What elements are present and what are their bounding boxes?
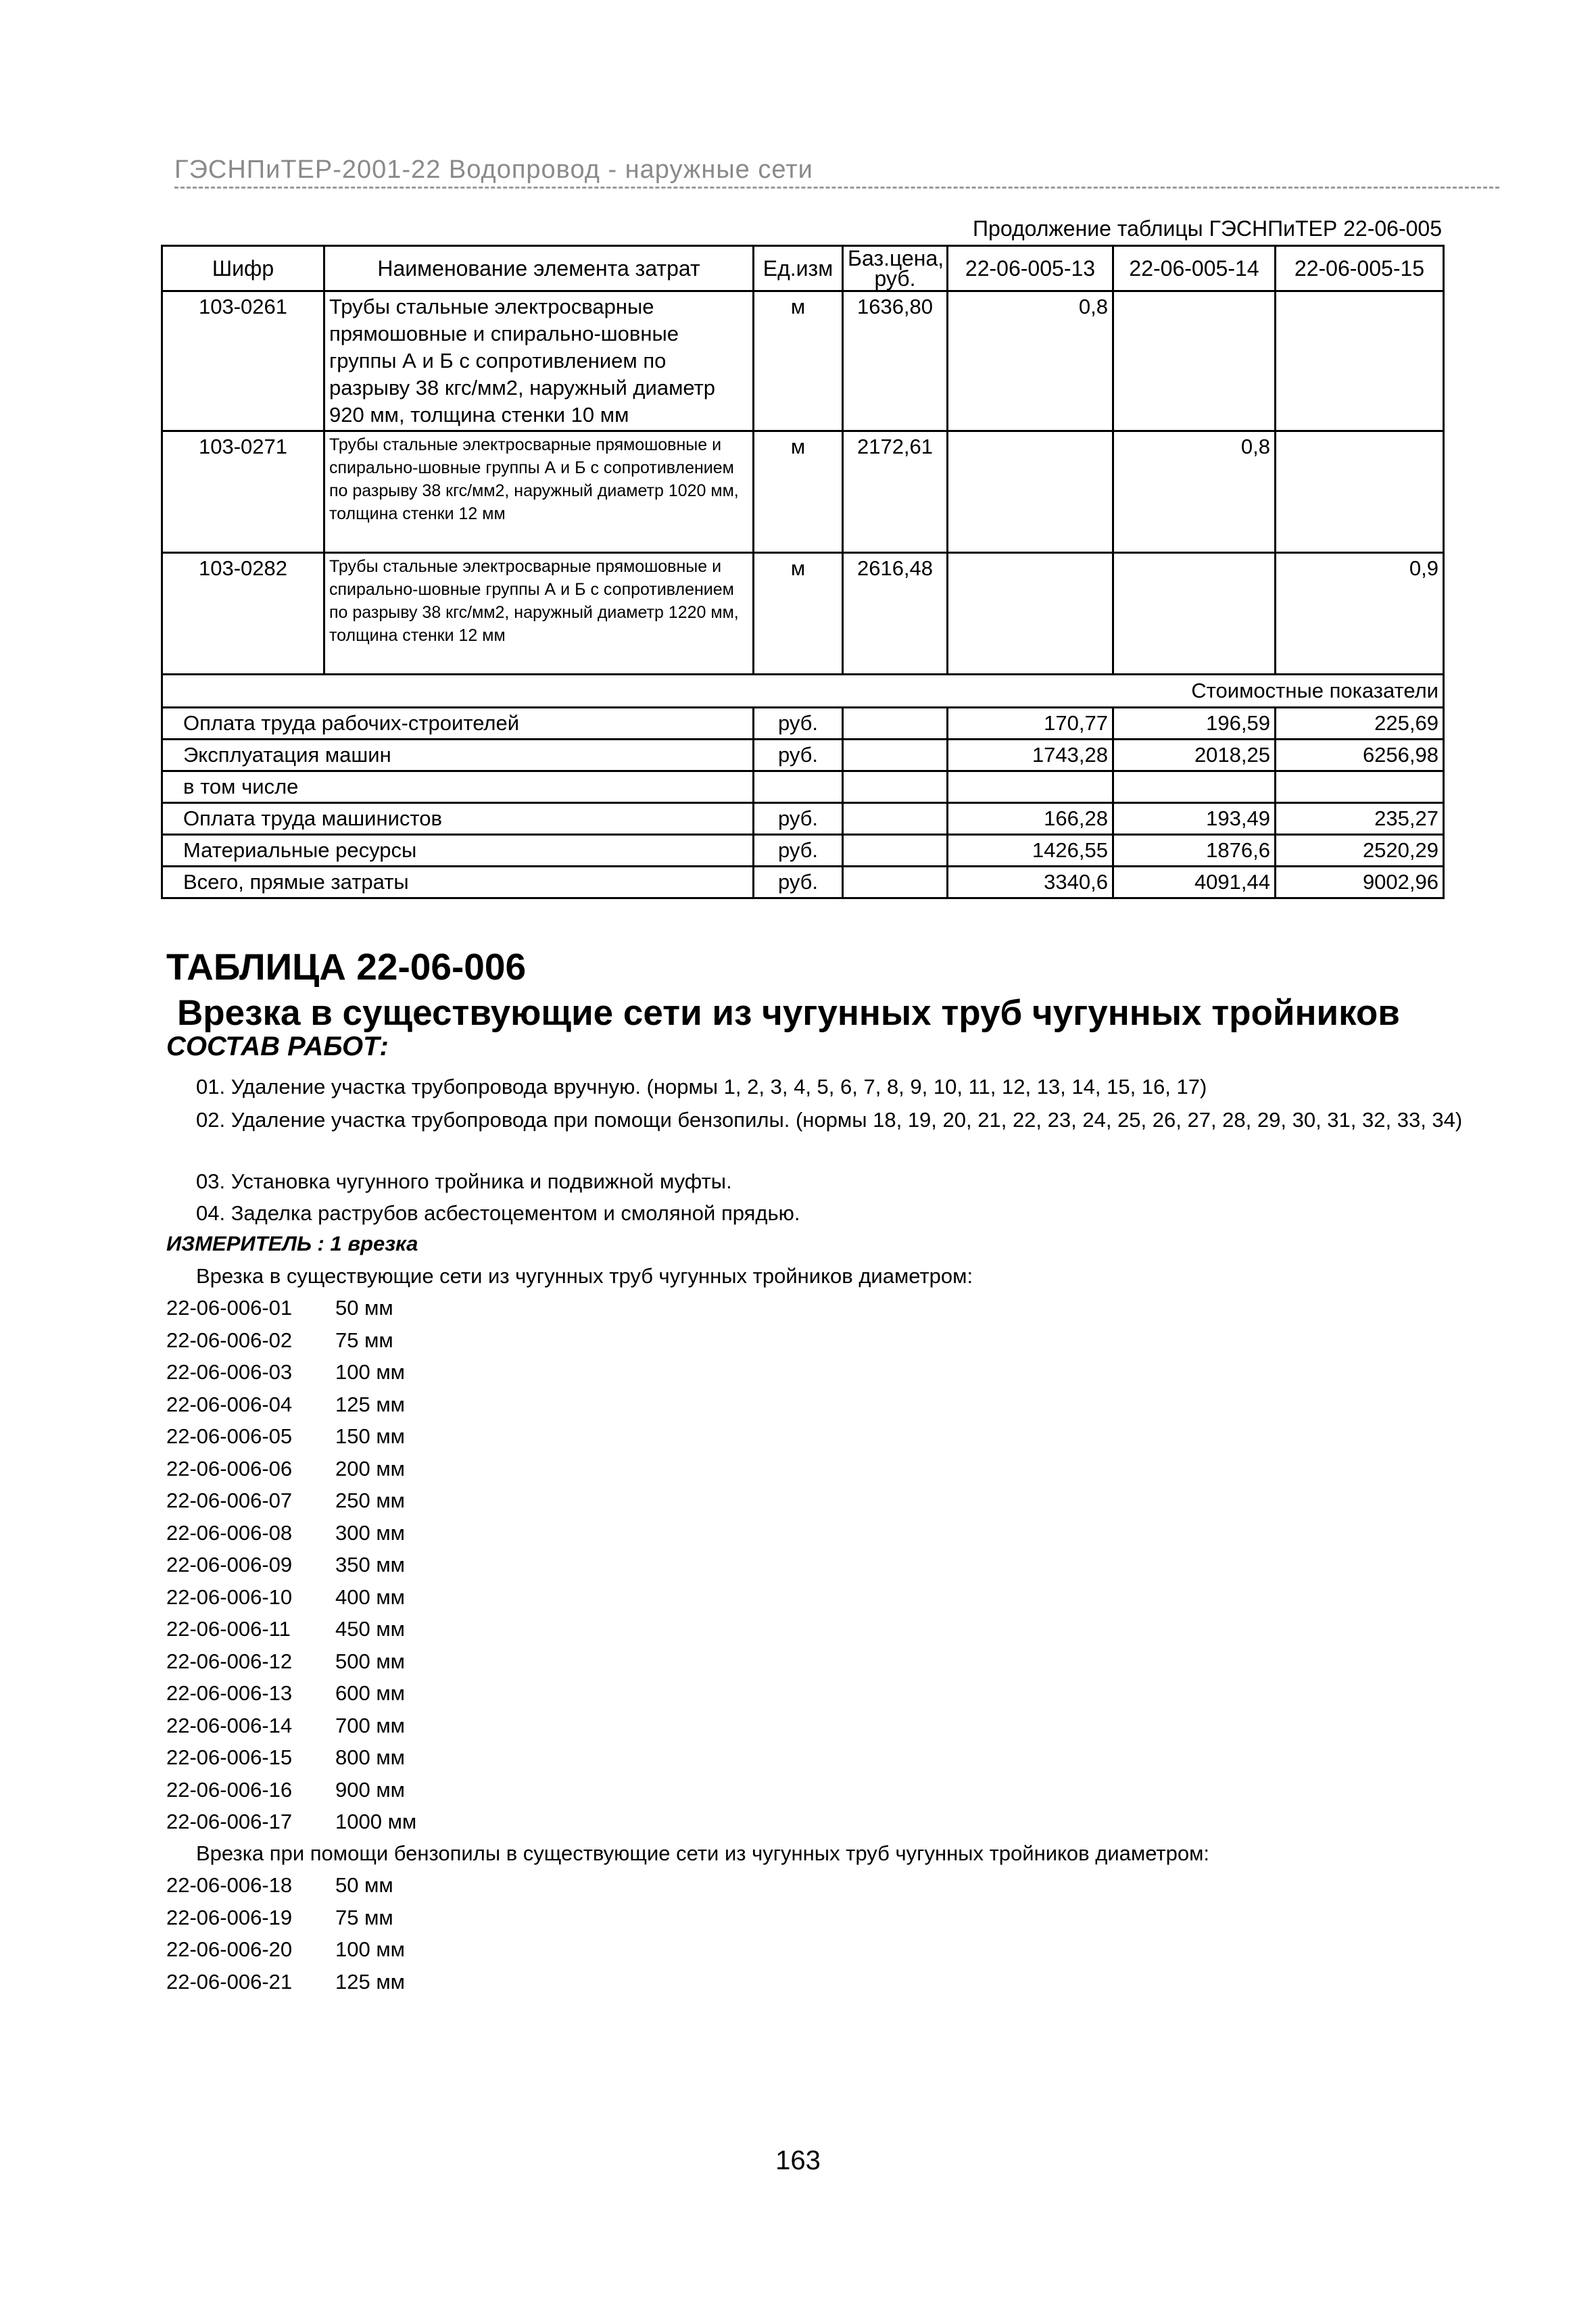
cost-header: Стоимостные показатели	[162, 675, 1444, 708]
norm-size: 50 мм	[335, 1296, 393, 1320]
list-item	[166, 1424, 416, 1457]
cost-unit: руб.	[754, 708, 843, 740]
material-value-3	[1276, 431, 1444, 553]
table-header-row	[162, 246, 1444, 291]
material-price: 2616,48	[843, 553, 948, 675]
norm-size: 450 мм	[335, 1617, 405, 1641]
material-name: Трубы стальные электросварные прямошовные и спирально-шовные группы А и Б с сопротивлением по разрыву 38 кгс/мм2, наружный диаметр 1220 мм, толщина стенки 12 мм	[324, 553, 754, 675]
cost-row	[162, 740, 1444, 771]
section-table-title: ТАБЛИЦА 22-06-006	[166, 946, 527, 988]
list-item	[166, 1617, 416, 1649]
col-price: Баз.цена, руб.	[843, 246, 948, 291]
cost-name: Материальные ресурсы	[162, 835, 754, 867]
list-item	[166, 1937, 405, 1970]
list-item	[166, 1457, 416, 1489]
material-code: 103-0271	[162, 431, 324, 553]
norm-size: 600 мм	[335, 1681, 405, 1705]
operation-item: 02. Удаление участка трубопровода при помощи бензопилы. (нормы 18, 19, 20, 21, 22, 23, 24, 25, 26, 27, 28, 29, 30, 31, 32, 33, 34)	[196, 1108, 1463, 1132]
cost-name: в том числе	[162, 771, 754, 803]
cost-name: Оплата труда машинистов	[162, 803, 754, 835]
cost-name: Эксплуатация машин	[162, 740, 754, 771]
cost-unit: руб.	[754, 835, 843, 867]
list-item	[166, 1745, 416, 1778]
cost-value-2: 1876,6	[1113, 835, 1276, 867]
cost-row	[162, 867, 1444, 898]
material-name: Трубы стальные электросварные прямошовные и спирально-шовные группы А и Б с сопротивлением по разрыву 38 кгс/мм2, наружный диаметр 920 мм, толщина стенки 10 мм	[324, 291, 754, 431]
list-item	[166, 1553, 416, 1585]
norms-list	[166, 1296, 416, 1842]
list-item	[166, 1873, 405, 1906]
material-value-3: 0,9	[1276, 553, 1444, 675]
norm-size: 300 мм	[335, 1520, 405, 1545]
norm-code: 22-06-006-17	[166, 1810, 293, 1833]
norm-code: 22-06-006-12	[166, 1649, 293, 1673]
operation-item: 01. Удаление участка трубопровода вручную. (нормы 1, 2, 3, 4, 5, 6, 7, 8, 9, 10, 11, 12, 13, 14, 15, 16, 17)	[196, 1075, 1207, 1099]
list-item	[166, 1296, 416, 1328]
table-row	[162, 553, 1444, 675]
material-unit: м	[754, 291, 843, 431]
cost-value-2: 4091,44	[1113, 867, 1276, 898]
norm-code: 22-06-006-21	[166, 1969, 293, 1994]
list-item	[166, 1649, 416, 1682]
list-item	[166, 1521, 416, 1553]
norm-size: 900 мм	[335, 1777, 405, 1802]
list-item	[166, 1585, 416, 1618]
material-price: 2172,61	[843, 431, 948, 553]
col-unit: Ед.изм	[754, 246, 843, 291]
norm-code: 22-06-006-10	[166, 1585, 293, 1609]
material-name: Трубы стальные электросварные прямошовные и спирально-шовные группы А и Б с сопротивлением по разрыву 38 кгс/мм2, наружный диаметр 1020 мм, толщина стенки 12 мм	[324, 431, 754, 553]
material-unit: м	[754, 553, 843, 675]
material-price: 1636,80	[843, 291, 948, 431]
cost-value-1: 3340,6	[948, 867, 1113, 898]
running-header: ГЭСНПиТЕР-2001-22 Водопровод - наружные сети	[174, 155, 1499, 189]
norm-code: 22-06-006-09	[166, 1553, 293, 1576]
cost-value-2: 196,59	[1113, 708, 1276, 740]
norm-code: 22-06-006-08	[166, 1520, 293, 1545]
cost-value-3: 225,69	[1276, 708, 1444, 740]
norm-code: 22-06-006-02	[166, 1328, 293, 1352]
norm-code: 22-06-006-05	[166, 1424, 293, 1448]
cost-value-2	[1113, 771, 1276, 803]
norm-code: 22-06-006-07	[166, 1489, 293, 1512]
norm-size: 250 мм	[335, 1489, 405, 1512]
cost-header-row	[162, 675, 1444, 708]
material-unit: м	[754, 431, 843, 553]
list-item	[166, 1393, 416, 1425]
cost-value-3: 235,27	[1276, 803, 1444, 835]
cost-name: Оплата труда рабочих-строителей	[162, 708, 754, 740]
norm-size: 200 мм	[335, 1456, 405, 1480]
cost-value-1: 166,28	[948, 803, 1113, 835]
page-number: 163	[775, 2146, 821, 2175]
list-item	[166, 1970, 405, 2002]
cost-value-1: 1426,55	[948, 835, 1113, 867]
norms-list-saw	[166, 1873, 405, 2002]
norm-code: 22-06-006-03	[166, 1360, 293, 1384]
norm-size: 500 мм	[335, 1649, 405, 1673]
material-value-2	[1113, 291, 1276, 431]
material-value-2: 0,8	[1113, 431, 1276, 553]
col-name: Наименование элемента затрат	[324, 246, 754, 291]
table-row	[162, 431, 1444, 553]
operation-item: 03. Установка чугунного тройника и подвижной муфты.	[196, 1169, 732, 1193]
material-code: 103-0282	[162, 553, 324, 675]
norm-size: 700 мм	[335, 1713, 405, 1737]
cost-unit: руб.	[754, 740, 843, 771]
cost-value-3	[1276, 771, 1444, 803]
cost-value-1	[948, 771, 1113, 803]
norm-code: 22-06-006-01	[166, 1296, 293, 1320]
norm-code: 22-06-006-13	[166, 1681, 293, 1705]
cost-unit: руб.	[754, 803, 843, 835]
norm-code: 22-06-006-20	[166, 1937, 293, 1961]
col-norm-3: 22-06-005-15	[1276, 246, 1444, 291]
norm-size: 400 мм	[335, 1585, 405, 1609]
norm-size: 50 мм	[335, 1873, 393, 1897]
list-item	[166, 1906, 405, 1938]
norm-size: 350 мм	[335, 1553, 405, 1576]
list-item	[166, 1714, 416, 1746]
list-item	[166, 1810, 416, 1842]
norm-code: 22-06-006-19	[166, 1905, 293, 1929]
col-norm-1: 22-06-005-13	[948, 246, 1113, 291]
norm-size: 125 мм	[335, 1969, 405, 1994]
col-code: Шифр	[162, 246, 324, 291]
norm-size: 75 мм	[335, 1328, 393, 1352]
norm-code: 22-06-006-11	[166, 1617, 291, 1641]
list-item	[166, 1778, 416, 1810]
cost-value-2: 193,49	[1113, 803, 1276, 835]
norm-size: 100 мм	[335, 1360, 405, 1384]
cost-row	[162, 835, 1444, 867]
resource-table	[161, 245, 1445, 899]
norm-size: 150 мм	[335, 1424, 405, 1448]
cost-value-3: 9002,96	[1276, 867, 1444, 898]
list-item	[166, 1328, 416, 1361]
cost-value-1: 1743,28	[948, 740, 1113, 771]
cost-row	[162, 771, 1444, 803]
table-caption: Продолжение таблицы ГЭСНПиТЕР 22-06-005	[973, 216, 1442, 241]
list-item	[166, 1489, 416, 1521]
cost-name: Всего, прямые затраты	[162, 867, 754, 898]
list-item	[166, 1681, 416, 1714]
material-value-1: 0,8	[948, 291, 1113, 431]
col-norm-2: 22-06-005-14	[1113, 246, 1276, 291]
cost-row	[162, 803, 1444, 835]
cost-value-1: 170,77	[948, 708, 1113, 740]
norms-intro: Врезка в существующие сети из чугунных труб чугунных тройников диаметром:	[196, 1264, 973, 1288]
norm-size: 100 мм	[335, 1937, 405, 1961]
material-value-1	[948, 553, 1113, 675]
norm-code: 22-06-006-18	[166, 1873, 293, 1897]
cost-row	[162, 708, 1444, 740]
norm-code: 22-06-006-14	[166, 1713, 293, 1737]
material-value-3	[1276, 291, 1444, 431]
works-label: СОСТАВ РАБОТ:	[166, 1032, 389, 1061]
norm-code: 22-06-006-06	[166, 1456, 293, 1480]
list-item	[166, 1360, 416, 1393]
operation-item: 04. Заделка раструбов асбестоцементом и смоляной прядью.	[196, 1201, 800, 1225]
cost-value-3: 2520,29	[1276, 835, 1444, 867]
norm-code: 22-06-006-04	[166, 1392, 293, 1416]
material-code: 103-0261	[162, 291, 324, 431]
cost-value-3: 6256,98	[1276, 740, 1444, 771]
cost-value-2: 2018,25	[1113, 740, 1276, 771]
norms-intro-saw: Врезка при помощи бензопилы в существующие сети из чугунных труб чугунных тройников диаметром:	[196, 1841, 1210, 1865]
norm-size: 125 мм	[335, 1392, 405, 1416]
norm-code: 22-06-006-15	[166, 1745, 293, 1769]
norm-size: 1000 мм	[335, 1810, 417, 1833]
measure-unit: ИЗМЕРИТЕЛЬ : 1 врезка	[166, 1232, 418, 1255]
norm-size: 800 мм	[335, 1745, 405, 1769]
cost-unit: руб.	[754, 867, 843, 898]
material-value-1	[948, 431, 1113, 553]
norm-code: 22-06-006-16	[166, 1777, 293, 1802]
table-row	[162, 291, 1444, 431]
cost-unit	[754, 771, 843, 803]
section-subtitle: Врезка в существующие сети из чугунных труб чугунных тройников	[177, 993, 1400, 1033]
material-value-2	[1113, 553, 1276, 675]
norm-size: 75 мм	[335, 1905, 393, 1929]
